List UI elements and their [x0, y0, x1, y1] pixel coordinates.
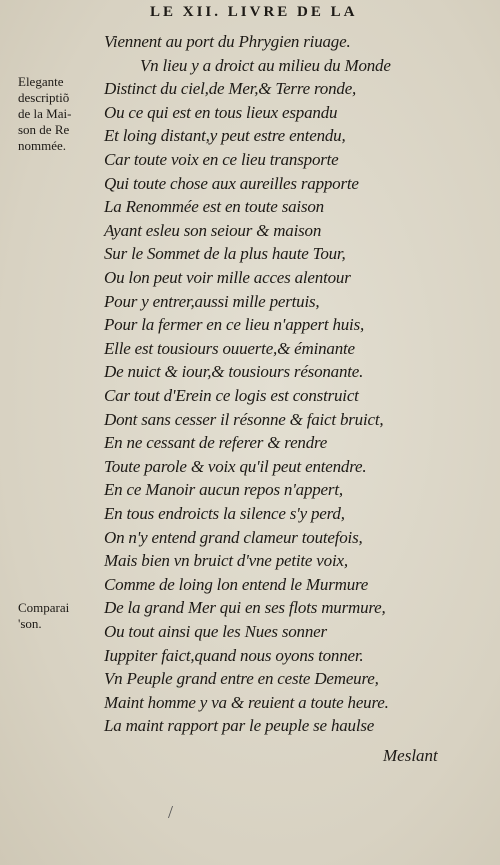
margin-note-line: nommée. [18, 138, 67, 153]
margin-note-line: descriptiõ [18, 90, 70, 105]
margin-note-line: de la Mai- [18, 106, 72, 121]
verse-line: Ou ce qui est en tous lieux espandu [104, 102, 338, 122]
verse-line: Mais bien vn bruict d'vne petite voix, [104, 551, 348, 571]
verse-line: De la grand Mer qui en ses flots murmure, [104, 598, 386, 618]
verse-line: Vn Peuple grand entre en ceste Demeure, [104, 669, 379, 689]
verse-line: On n'y entend grand clameur toutefois, [104, 527, 363, 547]
verse-line: Ou tout ainsi que les Nues sonner [104, 622, 327, 641]
verse-line: Maint homme y va & reuient a toute heure. [104, 692, 389, 712]
stray-mark: / [168, 802, 174, 822]
verse-line: Pour la fermer en ce lieu n'appert huis, [104, 315, 365, 335]
verse-line: Sur le Sommet de la plus haute Tour, [104, 244, 346, 264]
verse-line: En ce Manoir aucun repos n'appert, [104, 480, 343, 500]
catchword: Meslant [383, 746, 438, 765]
verse-line: Car toute voix en ce lieu transporte [104, 150, 339, 169]
verse-line: Et loing distant,y peut estre entendu, [104, 126, 346, 146]
verse-line: En ne cessant de referer & rendre [104, 433, 328, 453]
verse-line: Toute parole & voix qu'il peut entendre. [104, 456, 367, 476]
verse-line: Elle est tousiours ouuerte,& éminante [104, 338, 355, 358]
verse-line: En tous endroicts la silence s'y perd, [104, 504, 345, 523]
margin-note-line: son de Re [18, 122, 70, 137]
verse-line: Pour y entrer,aussi mille pertuis, [104, 291, 320, 311]
verse-line: Qui toute chose aux aureilles rapporte [104, 173, 359, 193]
verse-line: Viennent au port du Phrygien riuage. [104, 32, 351, 51]
verse-line: Vn lieu y a droict au milieu du Monde [140, 55, 391, 75]
verse-line: Iuppiter faict,quand nous oyons tonner. [104, 645, 364, 665]
verse-line: La Renommée est en toute saison [104, 197, 324, 217]
running-title: LE XII. LIVRE DE LA [150, 4, 358, 20]
verse-line: Car tout d'Erein ce logis est construict [104, 386, 359, 405]
margin-note-line: 'son. [18, 616, 42, 631]
verse-line: De nuict & iour,& tousiours résonante. [104, 362, 364, 382]
verse-line: Ou lon peut voir mille acces alentour [104, 268, 351, 287]
margin-note-line: Elegante [18, 74, 64, 89]
verse-line: Ayant esleu son seiour & maison [104, 220, 322, 240]
margin-note-line: Comparai [18, 600, 70, 615]
verse-line: Distinct du ciel,de Mer,& Terre ronde, [104, 79, 357, 99]
verse-line: Comme de loing lon entend le Murmure [104, 574, 369, 594]
verse-line: Dont sans cesser il résonne & faict bruict, [104, 409, 384, 429]
verse-line: La maint rapport par le peuple se haulse [104, 716, 375, 736]
